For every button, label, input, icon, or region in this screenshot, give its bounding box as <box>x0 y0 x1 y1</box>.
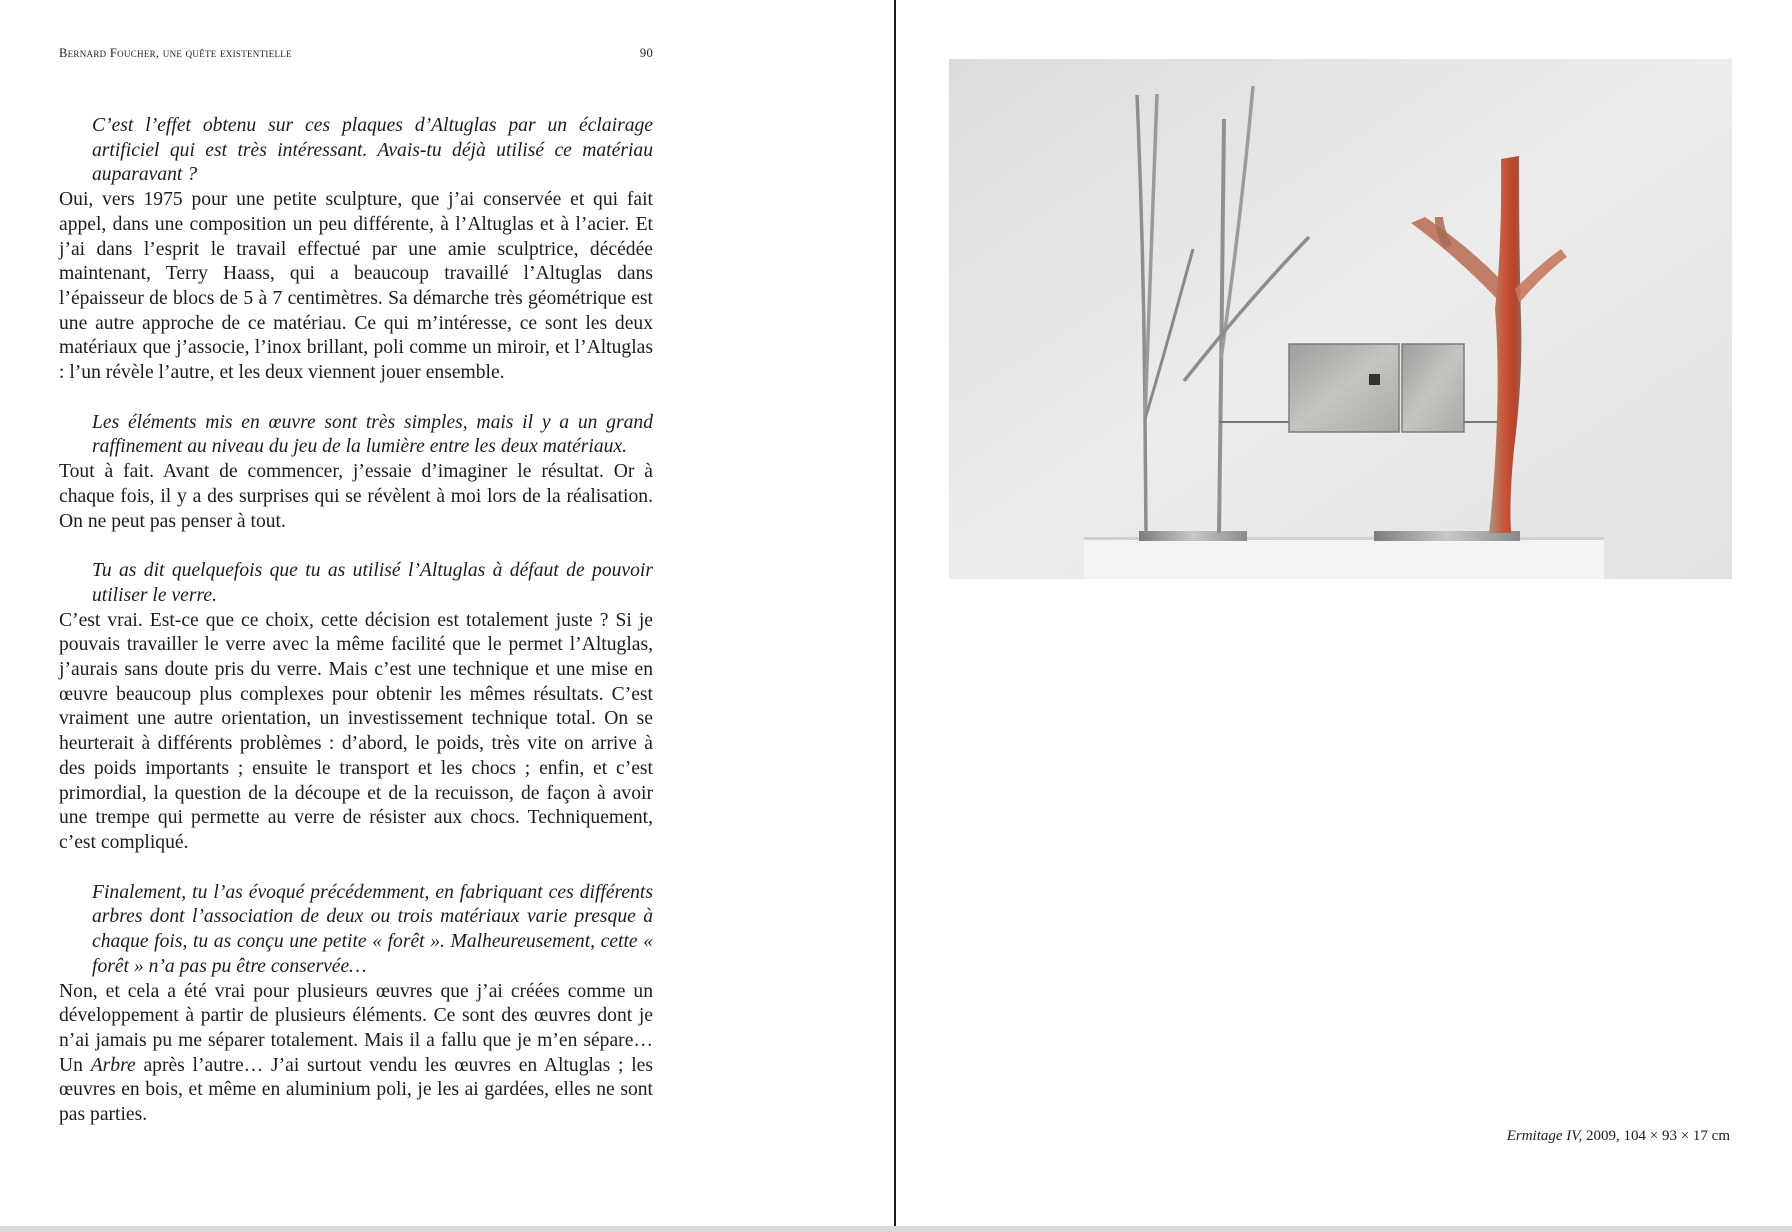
caption-title: Ermitage IV, <box>1506 1128 1583 1144</box>
left-page <box>0 0 896 1226</box>
answer-text: Non, et cela a été vrai pour plusieurs œuvres que j’ai créées comme un développement à partir de plusieurs éléments. Ce sont des œuvres dont je n’ai jamais pu me séparer totalement. Mais il a fallu que je m’en sépare… Un <box>59 980 653 1076</box>
answer: Tout à fait. Avant de commencer, j’essaie d’imaginer le résultat. Or à chaque fois, il y a des surprises qui se révèlent à moi lors de la réalisation. On ne peut pas penser à tout. <box>59 461 653 532</box>
answer: C’est vrai. Est-ce que ce choix, cette décision est totalement juste ? Si je pouvais travailler le verre avec la même facilité que le permet l’Altuglas, j’aurais sans doute pris du verre. Mais c’est une technique et une mise en œuvre beaucoup plus complexes pour obtenir les mêmes résultats. C’est vraiment une autre orientation, un investissement technique total. On se heurterait à différents problèmes : d’abord, le poids, très vite on arrive à des poids importants ; ensuite le transport et les chocs ; enfin, et c’est primordial, la question de la découpe et de la recuisson, de façon à avoir une trempe qui permette au verre de résister aux chocs. Techniquement, c’est compliqué. <box>59 609 653 853</box>
page-number: 90 <box>639 46 653 60</box>
question: Les éléments mis en œuvre sont très simples, mais il y a un grand raffinement au niveau du jeu de la lumière entre les deux matériaux. <box>92 411 653 458</box>
question: Tu as dit quelquefois que tu as utilisé l’Altuglas à défaut de pouvoir utiliser le verre. <box>92 560 653 606</box>
caption-details: 2009, 104 × 93 × 17 cm <box>1582 1128 1730 1144</box>
answer <box>59 980 653 1128</box>
answer: Oui, vers 1975 pour une petite sculpture, que j’ai conservée et qui fait appel, dans une composition un peu différente, à l’Altuglas et à l’acier. Et j’ai dans l’esprit le travail effectué par une amie sculptrice, décédée maintenant, Terry Haass, qui a beaucoup travaillé l’Altuglas dans l’épaisseur de blocs de 5 à 7 centimètres. Sa démarche très géométrique est une autre approche de ce matériau. Ce qui m’intéresse, ce sont les deux matériaux que j’associe, l’inox brillant, poli comme un miroir, et l’Altuglas : l’un révèle l’autre, et les deux viennent jouer ensemble. <box>59 189 653 384</box>
running-head-title: Bernard Foucher, une quête existentielle <box>59 46 292 60</box>
interview-text <box>59 114 653 1153</box>
artwork-title: Arbre <box>90 1054 136 1076</box>
question: C’est l’effet obtenu sur ces plaques d’Altuglas par un éclairage artificiel qui est très intéressant. Avais-tu déjà utilisé ce matériau auparavant ? <box>92 115 653 186</box>
answer-text: après l’autre… J’ai surtout vendu les œuvres en Altuglas ; les œuvres en bois, et même en aluminium poli, je les ai gardées, elles ne sont pas parties. <box>59 1054 653 1126</box>
sculpture-photograph <box>949 59 1732 579</box>
question: Finalement, tu l’as évoqué précédemment, en fabriquant ces différents arbres dont l’association de deux ou trois matériaux varie presque à chaque fois, tu as conçu une petite « forêt ». Malheureusement, cette « forêt » n’a pas pu être conservée… <box>92 881 653 977</box>
figure-caption <box>1507 1128 1730 1145</box>
sculpture-image <box>949 59 1732 579</box>
